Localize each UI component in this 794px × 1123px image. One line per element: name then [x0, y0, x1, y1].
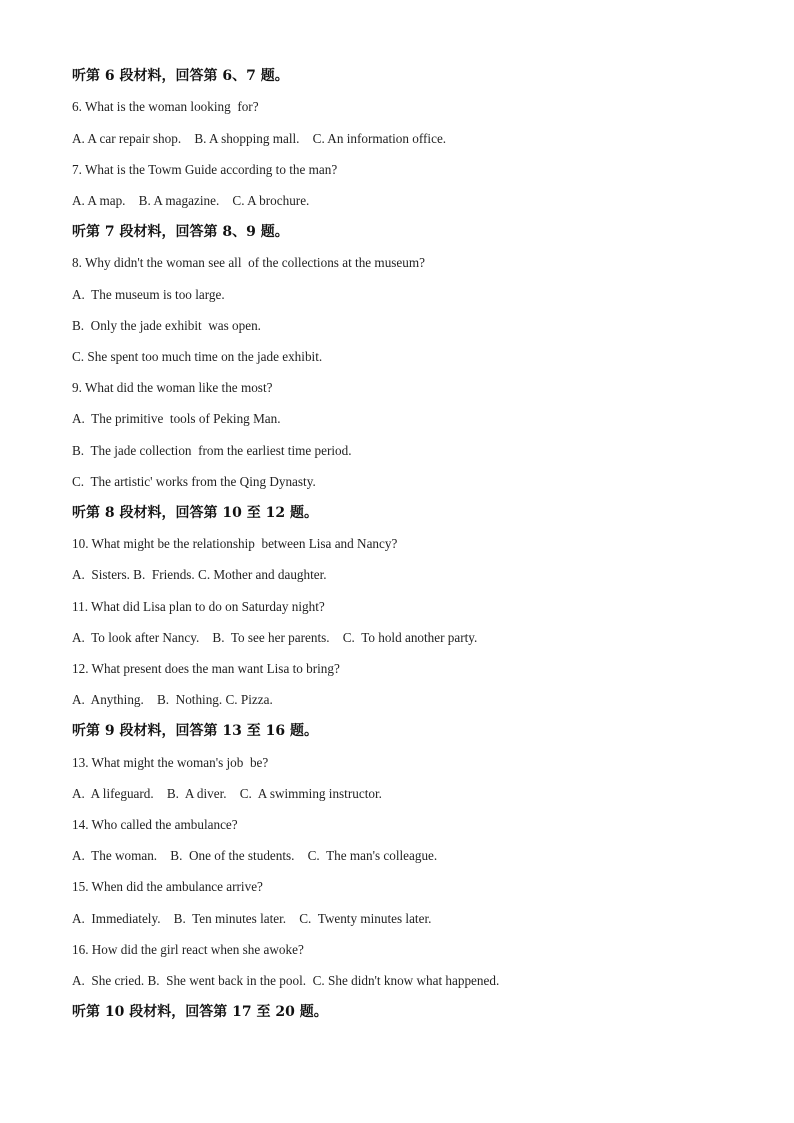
question-text: 8. Why didn't the woman see all of the collections at the museum? [72, 255, 425, 270]
question-text: 10. What might be the relationship between Lisa and Nancy? [72, 536, 398, 551]
answer-option: A. The museum is too large. [72, 287, 225, 302]
answer-option: A. The primitive tools of Peking Man. [72, 411, 281, 426]
answer-options: A. Anything. B. Nothing. C. Pizza. [72, 692, 273, 707]
answer-options: A. A lifeguard. B. A diver. C. A swimming instructor. [72, 786, 382, 801]
question-text: 12. What present does the man want Lisa to bring? [72, 661, 340, 676]
question-text: 15. When did the ambulance arrive? [72, 879, 263, 894]
section-heading: 听第 6 段材料，回答第 6、7 题。 [72, 68, 289, 84]
section-heading: 听第 9 段材料，回答第 13 至 16 题。 [72, 723, 318, 739]
answer-option: B. The jade collection from the earliest time period. [72, 443, 352, 458]
question-text: 7. What is the Towm Guide according to the man? [72, 162, 338, 177]
answer-options: A. A map. B. A magazine. C. A brochure. [72, 193, 310, 208]
answer-options: A. To look after Nancy. B. To see her parents. C. To hold another party. [72, 630, 478, 645]
question-text: 13. What might the woman's job be? [72, 755, 269, 770]
question-text: 11. What did Lisa plan to do on Saturday night? [72, 599, 325, 614]
section-heading: 听第 7 段材料，回答第 8、9 题。 [72, 224, 289, 240]
question-text: 6. What is the woman looking for? [72, 99, 259, 114]
answer-options: A. Sisters. B. Friends. C. Mother and daughter. [72, 567, 327, 582]
question-text: 14. Who called the ambulance? [72, 817, 238, 832]
answer-option: C. She spent too much time on the jade exhibit. [72, 349, 323, 364]
answer-options: A. The woman. B. One of the students. C. The man's colleague. [72, 848, 438, 863]
section-heading: 听第 8 段材料，回答第 10 至 12 题。 [72, 505, 318, 521]
answer-option: C. The artistic' works from the Qing Dynasty. [72, 474, 316, 489]
question-text: 9. What did the woman like the most? [72, 380, 273, 395]
section-heading: 听第 10 段材料，回答第 17 至 20 题。 [72, 1004, 328, 1020]
answer-options: A. A car repair shop. B. A shopping mall. C. An information office. [72, 131, 447, 146]
answer-option: B. Only the jade exhibit was open. [72, 318, 261, 333]
answer-options: A. Immediately. B. Ten minutes later. C. Twenty minutes later. [72, 911, 432, 926]
question-text: 16. How did the girl react when she awoke? [72, 942, 304, 957]
answer-options: A. She cried. B. She went back in the pool. C. She didn't know what happened. [72, 973, 500, 988]
